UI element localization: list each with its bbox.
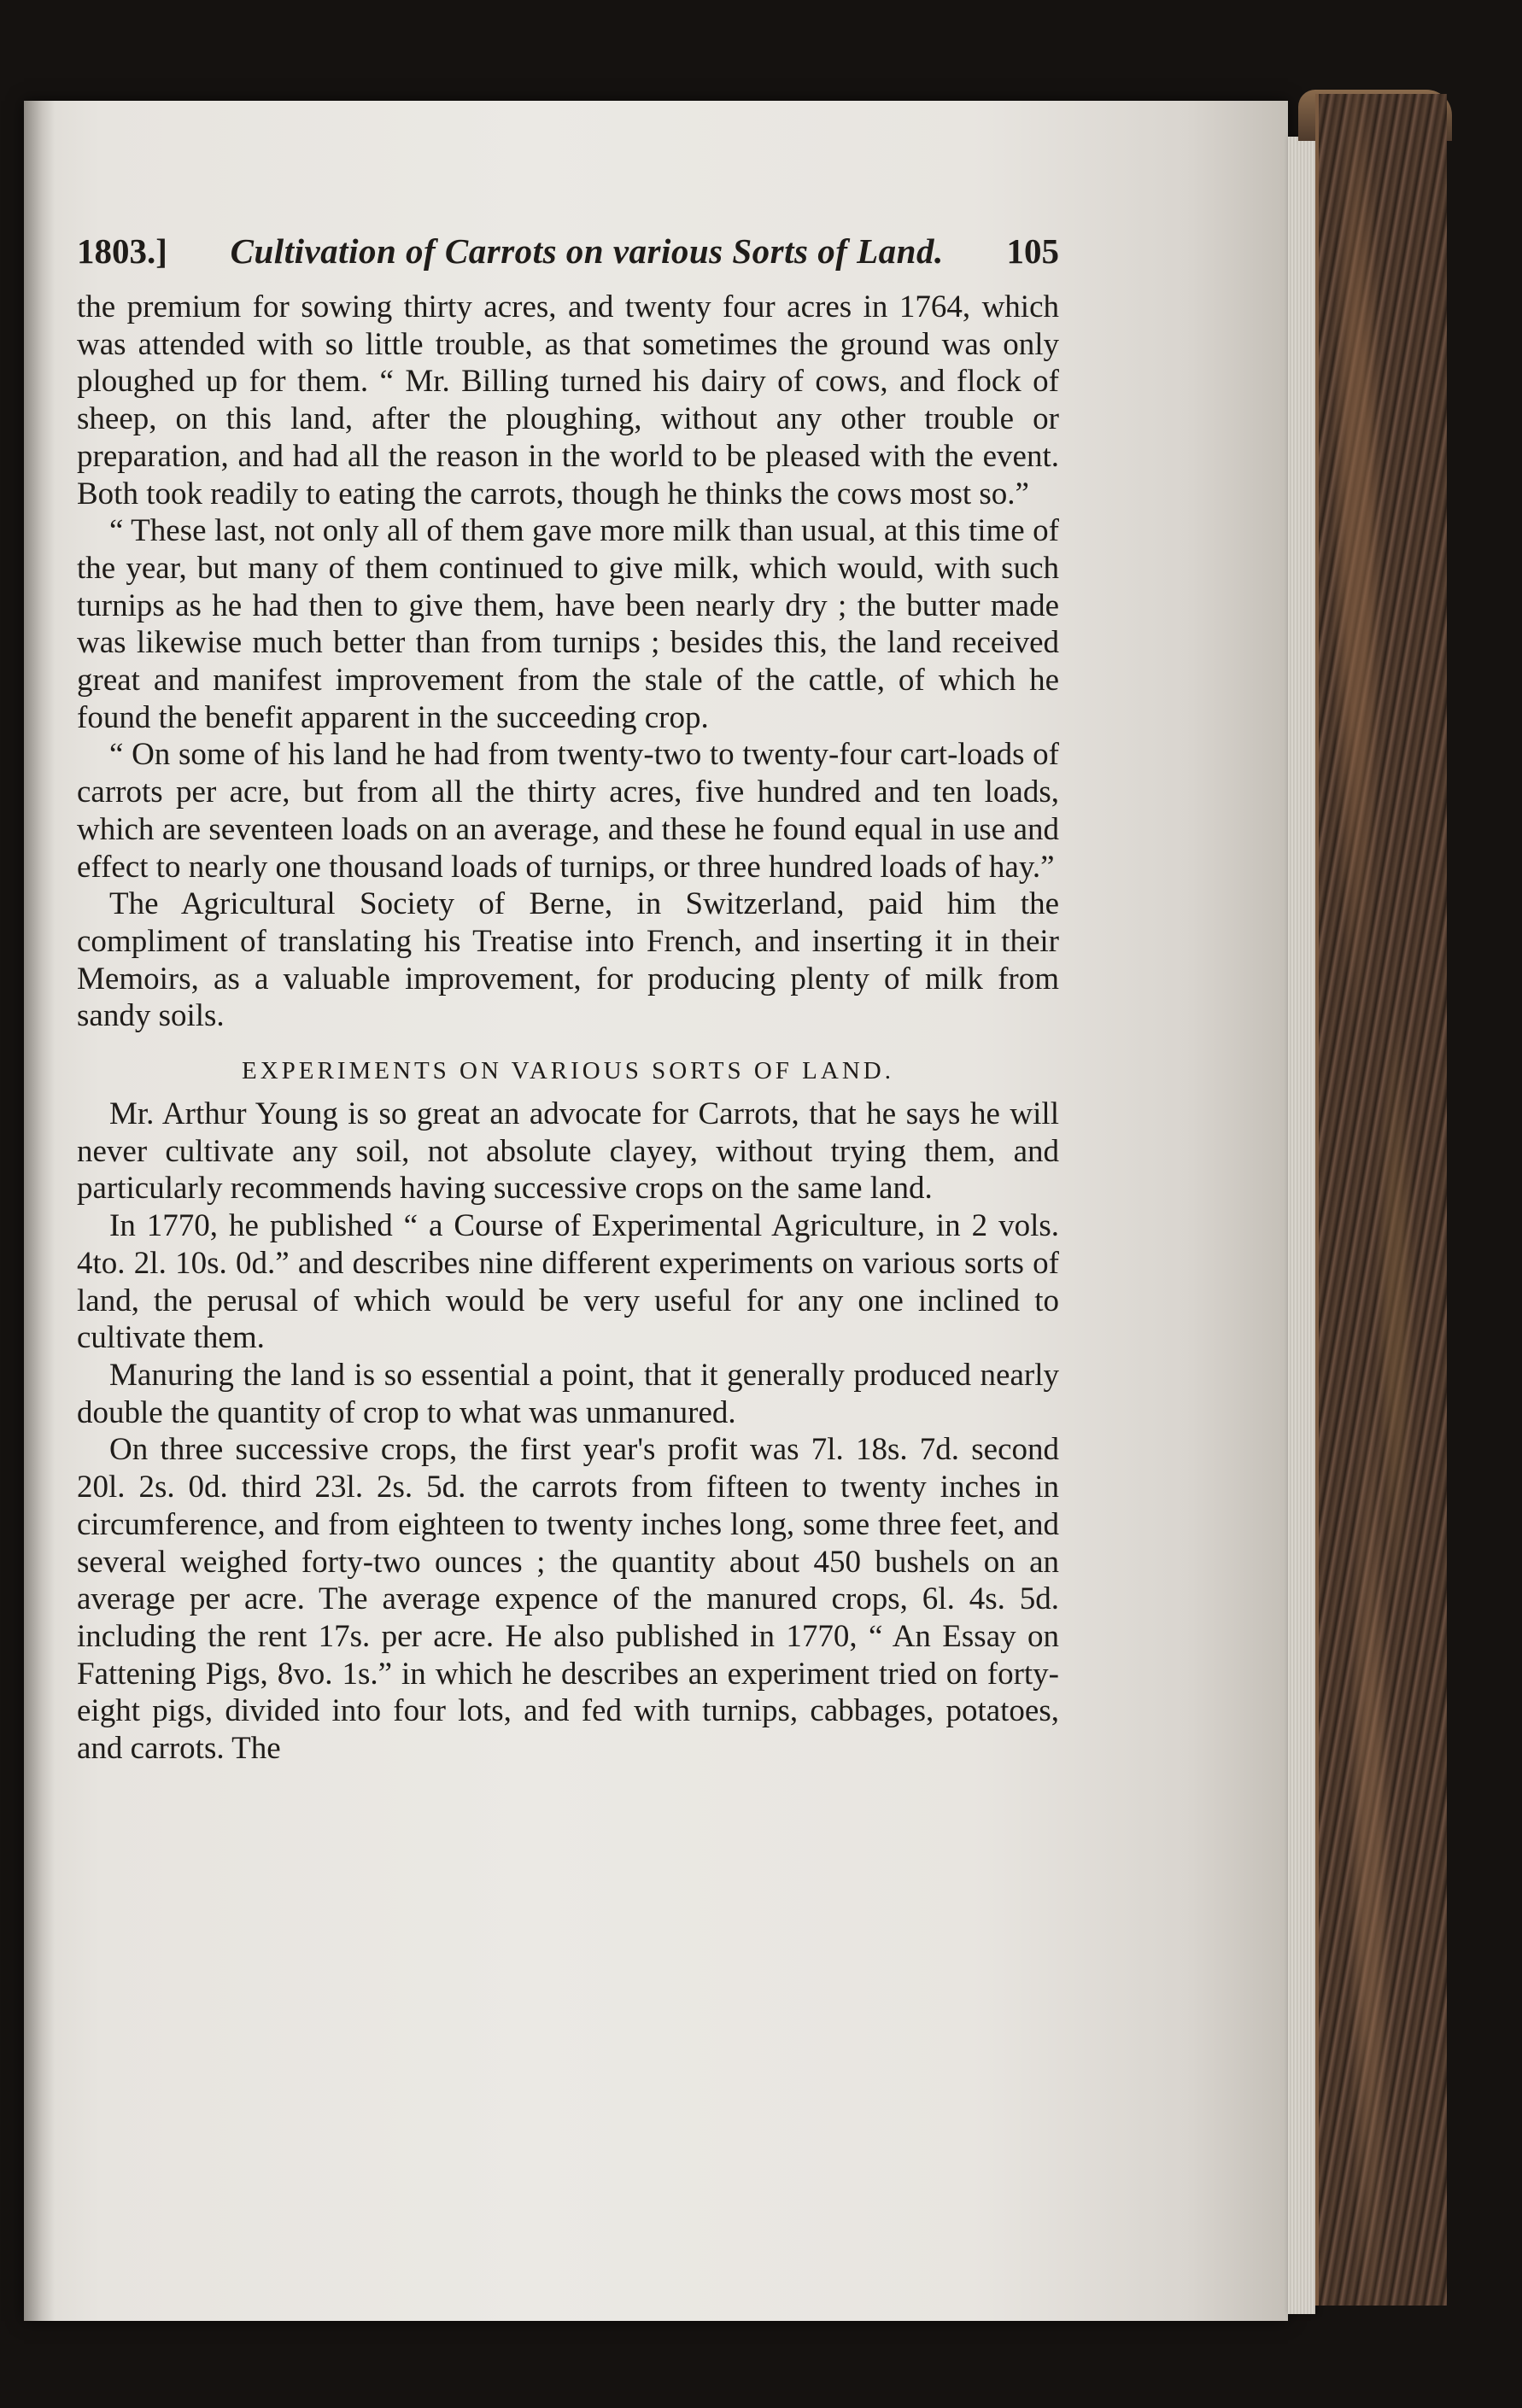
marbled-cover-board — [1315, 94, 1447, 2306]
paragraph-quote-loads: “ On some of his land he had from twenty-two to twenty-four cart-loads of carrots per acre, but from all the thirty acres, five hundred and ten loads, which are seventeen loads on an average, and these he found equal in use and effect to nearly one thousand loads of turnips, or three hundred loads of hay.” — [77, 737, 1059, 885]
paragraph-berne-society: The Agricultural Society of Berne, in Switzerland, paid him the compliment of translating his Treatise into French, and inserting it in their Memoirs, as a valuable improvement, for producing plenty of milk from sandy soils. — [77, 886, 1059, 1034]
running-head-title: Cultivation of Carrots on various Sorts of Land. — [230, 231, 944, 271]
paragraph-quote-milk: “ These last, not only all of them gave more milk than usual, at this time of the year, but many of them continued to give milk, which would, with such turnips as he had then to give them, have been nearly dry ; the butter made was likewise much better than from turnips ; besides this, the land received great and manifest improvement from the stale of the cattle, of which he found the benefit apparent in the succeeding crop. — [77, 513, 1059, 735]
running-head-year: 1803.] — [77, 231, 167, 271]
page-gutter-shadow — [24, 101, 55, 2321]
page-number: 105 — [1006, 231, 1059, 271]
paragraph-manuring: Manuring the land is so essential a point, that it generally produced nearly double the quantity of crop to what was unmanured. — [77, 1357, 1059, 1430]
paragraph-course-agriculture: In 1770, he published “ a Course of Experimental Agriculture, in 2 vols. 4to. 2l. 10s. 0d.” and describes nine different experiments on various sorts of land, the perusal of which would be very useful for any one inclined to cultivate them. — [77, 1208, 1059, 1356]
section-heading: EXPERIMENTS ON VARIOUS SORTS OF LAND. — [242, 1057, 894, 1085]
paragraph-arthur-young: Mr. Arthur Young is so great an advocate for Carrots, that he says he will never cultivate any soil, not absolute clayey, without trying them, and particularly recommends having successive crops on the same land. — [77, 1096, 1059, 1207]
page-edges — [1288, 137, 1315, 2314]
page-text-block — [77, 231, 1059, 1768]
running-head — [77, 231, 1059, 272]
paragraph-continued: the premium for sowing thirty acres, and twenty four acres in 1764, which was attended with so little trouble, as that sometimes the ground was only ploughed up for them. “ Mr. Billing turned his dairy of cows, and flock of sheep, on this land, after the ploughing, without any other trouble or preparation, and had all the reason in the world to be pleased with the event. Both took readily to eating the carrots, though he thinks the cows most so.” — [77, 289, 1059, 511]
paragraph-crops-profit: On three successive crops, the first year's profit was 7l. 18s. 7d. second 20l. 2s. 0d. third 23l. 2s. 5d. the carrots from fifteen to twenty inches in circumference, and from eighteen to twenty inches long, some three feet, and several weighed forty-two ounces ; the quantity about 450 bushels on an average per acre. The average expence of the manured crops, 6l. 4s. 5d. including the rent 17s. per acre. He also published in 1770, “ An Essay on Fattening Pigs, 8vo. 1s.” in which he describes an experiment tried on forty-eight pigs, divided into four lots, and fed with turnips, cabbages, potatoes, and carrots. The — [77, 1432, 1059, 1767]
